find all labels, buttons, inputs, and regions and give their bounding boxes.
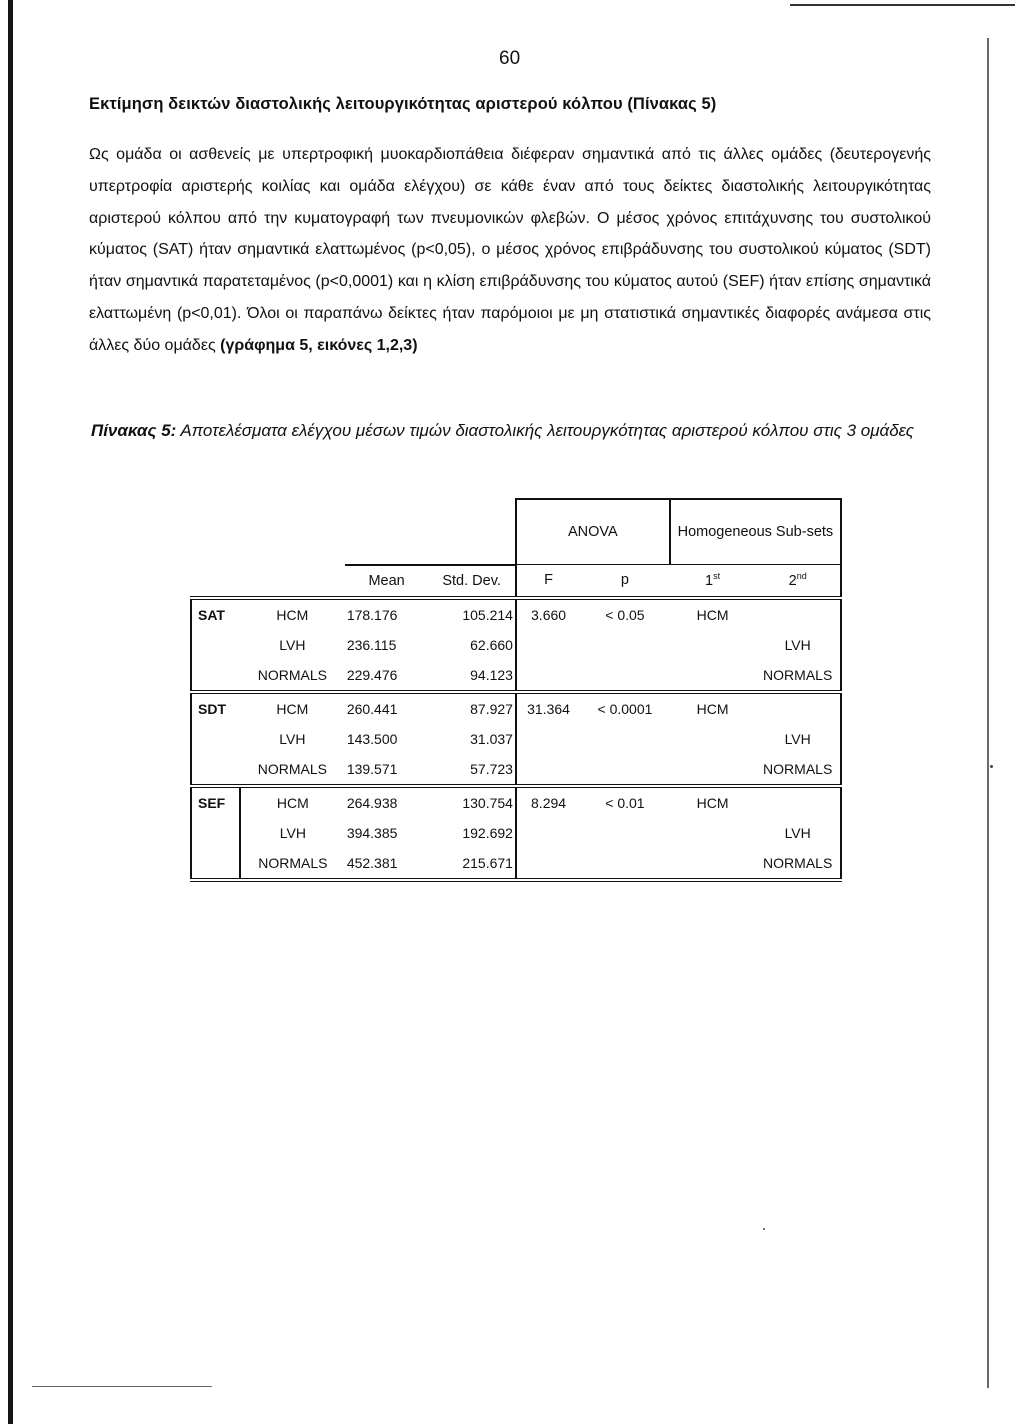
first-subset-cell xyxy=(670,818,756,848)
second-subset-cell: LVH xyxy=(755,630,841,660)
table-row xyxy=(191,848,841,880)
results-table xyxy=(190,498,842,882)
table-row xyxy=(191,818,841,848)
mean-cell: 452.381 xyxy=(345,848,429,880)
caption-text: Αποτελέσματα ελέγχου μέσων τιμών διαστολικής λειτουργκότητας αριστερού κόλπου στις 3 ομάδες xyxy=(176,421,914,440)
second-subset-cell: NORMALS xyxy=(755,660,841,692)
group-header-row xyxy=(191,499,841,565)
mean-header: Mean xyxy=(345,565,429,598)
sd-cell: 215.671 xyxy=(428,848,516,880)
mean-cell: 143.500 xyxy=(346,730,398,747)
first-subset-header: 1st xyxy=(670,565,756,598)
table-block-sat xyxy=(191,598,841,692)
second-subset-cell xyxy=(755,692,841,724)
first-subset-cell xyxy=(670,724,756,754)
p-cell: < 0.01 xyxy=(605,794,645,811)
first-subset-cell xyxy=(670,754,756,786)
index-label: SAT xyxy=(191,598,240,630)
section-heading: Εκτίμηση δεικτών διαστολικής λειτουργικότητας αριστερού κόλπου (Πίνακας 5) xyxy=(89,95,717,113)
second-subset-cell: LVH xyxy=(755,818,841,848)
f-cell: 8.294 xyxy=(531,794,567,811)
column-header-row xyxy=(191,565,841,598)
mean-cell: 394.385 xyxy=(346,824,398,841)
table-row xyxy=(191,598,841,630)
group-cell: HCM xyxy=(276,700,309,717)
p-header: p xyxy=(580,565,670,598)
right-margin-rule xyxy=(987,38,989,1388)
scan-speck xyxy=(763,1228,765,1230)
first-subset-cell xyxy=(670,660,756,692)
sd-cell: 62.660 xyxy=(428,630,516,660)
mean-cell: 236.115 xyxy=(346,636,397,653)
first-subset-cell: HCM xyxy=(696,794,729,811)
homogeneous-subsets-header: Homogeneous Sub-sets xyxy=(670,499,841,565)
group-cell: LVH xyxy=(279,636,306,653)
group-cell: HCM xyxy=(240,786,345,818)
mean-cell: 229.476 xyxy=(345,660,429,692)
sd-cell: 31.037 xyxy=(428,724,516,754)
first-subset-cell xyxy=(670,848,756,880)
table-block-sdt xyxy=(191,692,841,786)
second-subset-cell: NORMALS xyxy=(755,848,841,880)
mean-cell: 139.571 xyxy=(345,754,429,786)
p-cell: < 0.05 xyxy=(605,606,645,623)
p-cell: < 0.0001 xyxy=(597,700,653,717)
second-subset-cell xyxy=(755,598,841,630)
first-subset-cell: HCM xyxy=(696,700,729,717)
results-table-container xyxy=(190,498,842,882)
second-subset-cell: LVH xyxy=(755,724,841,754)
f-cell: 3.660 xyxy=(531,606,567,623)
index-label: SDT xyxy=(191,692,240,724)
sd-cell: 192.692 xyxy=(428,818,516,848)
sd-cell: 87.927 xyxy=(428,692,516,724)
mean-cell: 264.938 xyxy=(346,794,398,811)
sd-cell: 94.123 xyxy=(428,660,516,692)
table-caption xyxy=(91,415,936,446)
mean-cell: 260.441 xyxy=(346,700,398,717)
table-block-sef xyxy=(191,786,841,880)
table-row xyxy=(191,660,841,692)
second-subset-header: 2nd xyxy=(755,565,841,598)
first-subset-cell: HCM xyxy=(696,606,729,623)
f-header: F xyxy=(516,565,580,598)
f-cell: 31.364 xyxy=(527,700,570,717)
table-row xyxy=(191,724,841,754)
table-row xyxy=(191,754,841,786)
second-subset-cell: NORMALS xyxy=(755,754,841,786)
group-cell: NORMALS xyxy=(240,660,345,692)
second-subset-cell xyxy=(755,786,841,818)
left-margin-rule xyxy=(8,0,13,1424)
std-dev-header: Std. Dev. xyxy=(428,565,516,598)
group-cell: NORMALS xyxy=(240,754,345,786)
top-edge-rule xyxy=(790,4,1015,6)
sd-cell: 57.723 xyxy=(428,754,516,786)
table-header xyxy=(191,499,841,598)
table-row xyxy=(191,630,841,660)
sd-cell: 130.754 xyxy=(428,786,516,818)
first-subset-cell xyxy=(670,630,756,660)
group-cell: NORMALS xyxy=(240,848,345,880)
caption-label: Πίνακας 5: xyxy=(91,421,177,440)
scan-smudge xyxy=(32,1386,212,1387)
index-label: SEF xyxy=(191,786,240,818)
table-row xyxy=(191,786,841,818)
scan-speck xyxy=(990,765,993,768)
sd-cell: 105.214 xyxy=(428,598,516,630)
paragraph-text: Ως ομάδα οι ασθενείς με υπερτροφική μυοκαρδιοπάθεια διέφεραν σημαντικά από τις άλλες ομάδες (δευτερογενής υπερτροφία αριστερής κοιλίας και ομάδα ελέγχου) σε κάθε έναν από τους δείκτες διαστολικής λειτουργικότητας αριστερού κόλπου από την κυματογραφή των πνευμονικών φλεβών. Ο μέσος χρόνος επιτάχυνσης του συστολικού κύματος (SAT) ήταν σημαντικά ελαττωμένος (p<0,05), ο μέσος χρόνος επιβράδυνσης του συστολικού κύματος (SDT) ήταν σημαντικά παρατεταμένος (p<0,0001) και η κλίση επιβράδυνσης του κύματος αυτού (SEF) ήταν επίσης σημαντικά ελαττωμένη (p<0,01). Όλοι οι παραπάνω δείκτες ήταν παρόμοιοι με μη στατιστικά σημαντικές διαφορές ανάμεσα στις άλλες δύο ομάδες xyxy=(89,146,931,354)
mean-cell: 178.176 xyxy=(346,606,398,623)
body-paragraph xyxy=(89,139,931,362)
group-cell: LVH xyxy=(279,730,306,747)
page-number: 60 xyxy=(499,48,521,69)
figure-reference: (γράφημα 5, εικόνες 1,2,3) xyxy=(220,336,418,354)
group-cell: LVH xyxy=(240,818,345,848)
anova-header: ANOVA xyxy=(516,499,670,565)
group-cell: HCM xyxy=(276,606,309,623)
table-row xyxy=(191,692,841,724)
